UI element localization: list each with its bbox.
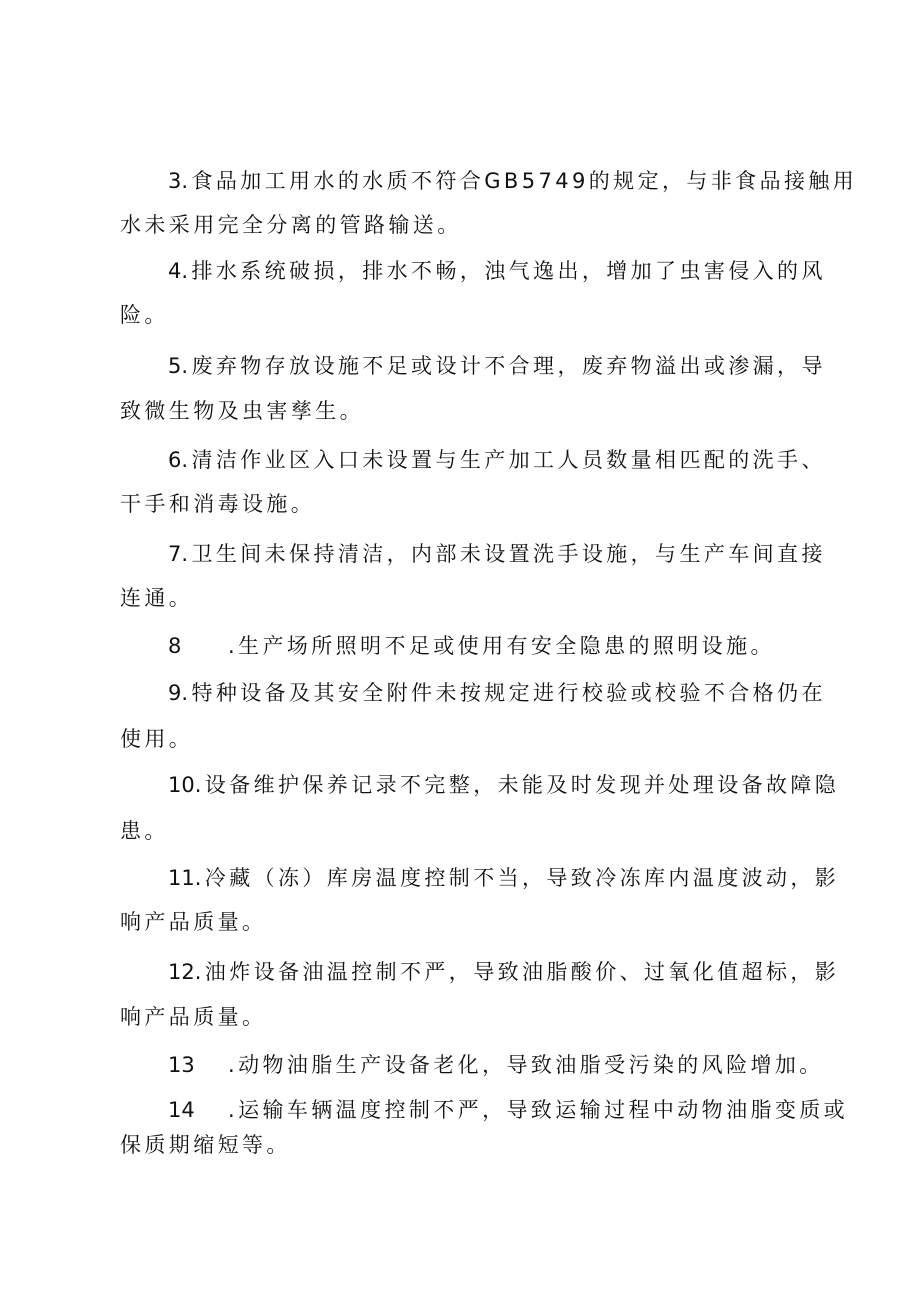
item-6-continuation: 干手和消毒设施。 — [120, 492, 316, 516]
item-3-continuation: 水未采用完全分离的管路输送。 — [120, 213, 462, 237]
item-text: .排水系统破损，排水不畅，浊气逸出，增加了虫害侵入的风 — [181, 259, 826, 283]
item-9-continuation: 使用。 — [120, 727, 194, 751]
item-text: .清洁作业区入口未设置与生产加工人员数量相匹配的洗手、 — [181, 448, 826, 472]
item-number: 5 — [168, 354, 182, 378]
item-5-continuation: 致微生物及虫害孳生。 — [120, 399, 364, 423]
item-9 — [168, 679, 826, 707]
item-number: 14 — [168, 1098, 195, 1122]
item-14-continuation: 保质期缩短等。 — [120, 1133, 291, 1157]
item-text: .生产场所照明不足或使用有安全隐患的照明设施。 — [228, 634, 775, 658]
item-13 — [168, 1051, 824, 1079]
item-7 — [168, 540, 826, 568]
item-number: 9 — [168, 681, 182, 705]
item-text: .设备维护保养记录不完整，未能及时发现并处理设备故障隐 — [194, 773, 840, 797]
item-number: 10 — [168, 773, 195, 797]
item-number: 6 — [168, 448, 182, 472]
item-number: 4 — [168, 259, 182, 283]
item-4-continuation: 险。 — [120, 303, 169, 327]
item-12 — [168, 958, 839, 986]
item-number: 7 — [168, 542, 182, 566]
item-12-continuation: 响产品质量。 — [120, 1005, 267, 1029]
item-text: .冷藏（冻）库房温度控制不当，导致冷冻库内温度波动，影 — [194, 866, 840, 890]
item-4 — [168, 257, 826, 285]
item-6 — [168, 446, 826, 474]
item-7-continuation: 连通。 — [120, 586, 194, 610]
item-8 — [168, 632, 775, 660]
item-5 — [168, 352, 826, 380]
item-number: 13 — [168, 1053, 195, 1077]
item-3 — [168, 167, 857, 195]
item-10-continuation: 患。 — [120, 819, 169, 843]
item-text: .动物油脂生产设备老化，导致油脂受污染的风险增加。 — [228, 1053, 824, 1077]
item-number: 12 — [168, 960, 195, 984]
item-number: 11 — [168, 866, 195, 890]
item-number: 3 — [168, 169, 182, 193]
item-text: .卫生间未保持清洁，内部未设置洗手设施，与生产车间直接 — [181, 542, 826, 566]
item-10 — [168, 771, 839, 799]
item-11-continuation: 响产品质量。 — [120, 910, 267, 934]
item-number: 8 — [168, 634, 182, 658]
item-text: .运输车辆温度控制不严，导致运输过程中动物油脂变质或 — [228, 1098, 849, 1122]
item-14 — [168, 1096, 848, 1124]
item-11 — [168, 864, 839, 892]
item-text: .食品加工用水的水质不符合GB5749的规定，与非食品接触用 — [181, 169, 858, 193]
item-text: .特种设备及其安全附件未按规定进行校验或校验不合格仍在 — [181, 681, 826, 705]
item-text: .废弃物存放设施不足或设计不合理，废弃物溢出或渗漏，导 — [181, 354, 826, 378]
item-text: .油炸设备油温控制不严，导致油脂酸价、过氧化值超标，影 — [194, 960, 840, 984]
